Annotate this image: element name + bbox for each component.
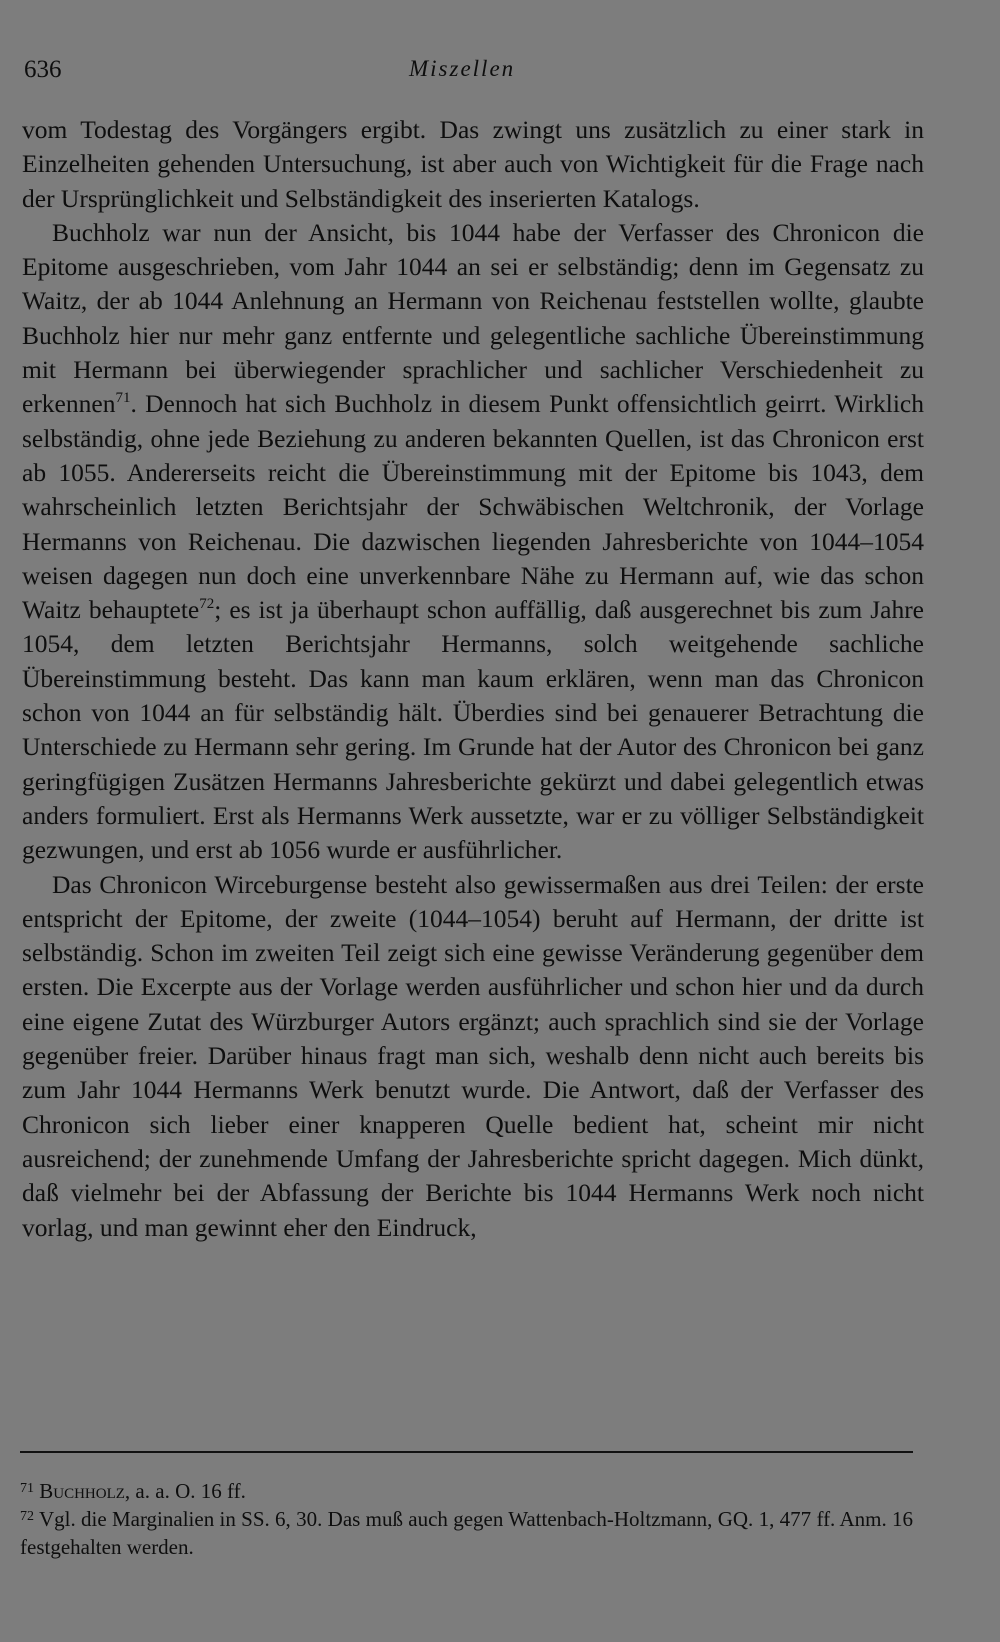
footnote-72 xyxy=(20,1505,913,1561)
paragraph-2 xyxy=(22,216,924,868)
paragraph-2-part-a: Buchholz war nun der Ansicht, bis 1044 habe der Verfasser des Chronicon die Epitome ausgeschrieben, vom Jahr 1044 an sei er selbständig; denn im Gegensatz zu Waitz, der ab 1044 Anlehnung an Hermann von Reichenau feststellen wollte, glaubte Buchholz hier nur mehr ganz entfernte und gelegentliche sachliche Übereinstimmung mit Hermann bei überwiegender sprachlicher und sachlicher Verschiedenheit zu erkennen xyxy=(22,217,924,419)
footnote-71 xyxy=(20,1477,913,1505)
running-head: Miszellen xyxy=(409,56,516,81)
page-number: 636 xyxy=(24,56,62,83)
footnote-ref-72[interactable]: 72 xyxy=(199,596,215,613)
body-text xyxy=(22,113,924,1245)
footnote-ref-71[interactable]: 71 xyxy=(115,390,131,407)
footnotes xyxy=(20,1477,913,1561)
footnote-divider xyxy=(20,1451,913,1453)
footnote-71-text: , a. a. O. 16 ff. xyxy=(124,1479,246,1503)
paragraph-2-part-c: ; es ist ja überhaupt schon auffällig, daß ausgerechnet bis zum Jahre 1054, dem letzten Berichtsjahr Hermanns, solch weitgehende sachliche Übereinstimmung besteht. Das kann man kaum erklären, wenn man das Chronicon schon von 1044 an für selbständig hält. Überdies sind bei genauerer Betrachtung die Unterschiede zu Hermann sehr gering. Im Grunde hat der Autor des Chronicon bei ganz geringfügigen Zusätzen Hermanns Jahresberichte gekürzt und dabei gelegentlich etwas anders formuliert. Erst als Hermanns Werk aussetzte, war er zu völliger Selbständigkeit gezwungen, und erst ab 1056 wurde er ausführlicher. xyxy=(22,595,925,865)
footnote-mark-71: 71 xyxy=(20,1481,34,1496)
footnote-mark-72: 72 xyxy=(20,1509,34,1524)
page-header xyxy=(24,56,924,96)
footnote-71-author: Buchholz xyxy=(39,1479,125,1503)
footnote-72-text: Vgl. die Marginalien in SS. 6, 30. Das muß auch gegen Wattenbach-Holtzmann, GQ. 1, 477 ff. Anm. 16 festgehalten werden. xyxy=(20,1507,914,1559)
paragraph-2-part-b: . Dennoch hat sich Buchholz in diesem Punkt offensichtlich geirrt. Wirklich selbständig, ohne jede Beziehung zu anderen bekannten Quellen, ist das Chronicon erst ab 1055. Andererseits reicht die Übereinstimmung mit der Epitome bis 1043, dem wahrscheinlich letzten Berichtsjahr der Schwäbischen Weltchronik, der Vorlage Hermanns von Reichenau. Die dazwischen liegenden Jahresberichte von 1044–1054 weisen dagegen nun doch eine unverkennbare Nähe zu Hermann auf, wie das schon Waitz behauptete xyxy=(22,389,924,625)
paragraph-1: vom Todestag des Vorgängers ergibt. Das zwingt uns zusätzlich zu einer stark in Einzelheiten gehenden Untersuchung, ist aber auch von Wichtigkeit für die Frage nach der Ursprünglichkeit und Selbständigkeit des inserierten Katalogs. xyxy=(22,115,924,213)
paragraph-3: Das Chronicon Wirceburgense besteht also gewissermaßen aus drei Teilen: der erste entspricht der Epitome, der zweite (1044–1054) beruht auf Hermann, der dritte ist selbständig. Schon im zweiten Teil zeigt sich eine gewisse Veränderung gegenüber dem ersten. Die Excerpte aus der Vorlage werden ausführlicher und schon hier und da durch eine eigene Zutat des Würzburger Autors ergänzt; auch sprachlich sind sie der Vorlage gegenüber freier. Darüber hinaus fragt man sich, weshalb denn nicht auch bereits bis zum Jahr 1044 Hermanns Werk benutzt wurde. Die Antwort, daß der Verfasser des Chronicon sich lieber einer knapperen Quelle bedient hat, scheint mir nicht ausreichend; der zunehmende Umfang der Jahresberichte spricht dagegen. Mich dünkt, daß vielmehr bei der Abfassung der Berichte bis 1044 Hermanns Werk noch nicht vorlag, und man gewinnt eher den Eindruck, xyxy=(22,869,924,1242)
